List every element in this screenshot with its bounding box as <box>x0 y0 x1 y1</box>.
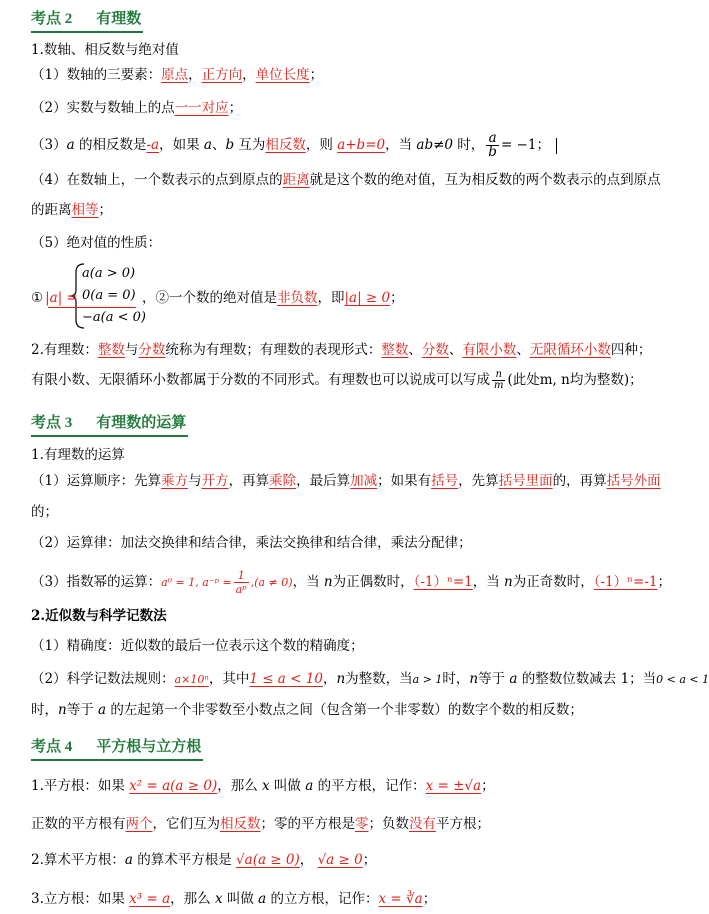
paragraph-line: 正数的平方根有两个，它们互为相反数；零的平方根是零；负数没有平方根； <box>31 816 490 832</box>
paragraph-line: 3.立方根：如果 x³ = a，那么 x 叫做 a 的立方根，记作：x = ∛a； <box>31 891 437 907</box>
text-cursor <box>556 138 557 154</box>
section-number: 考点 2 <box>31 11 73 27</box>
case-line: −a(a < 0) <box>82 310 146 325</box>
answer-fill: （-1）ⁿ=-1 <box>593 574 658 590</box>
subheading: 1.有理数的运算 <box>31 447 125 463</box>
answer-fill: 距离 <box>282 172 310 188</box>
answer-fill: 非负数 <box>277 290 318 306</box>
answer-fill: |a| ≥ 0 <box>344 290 391 306</box>
answer-fill: 一一对应 <box>174 100 229 116</box>
section-number: 考点 4 <box>31 739 73 755</box>
paragraph-line: 2.算术平方根：a 的算术平方根是 √a(a ≥ 0)， √a ≥ 0； <box>31 852 377 868</box>
paragraph-line: 有限小数、无限循环小数都属于分数的不同形式。有理数也可以说成可以写成 $\frac{n}{m}$ (此处m, n均为整数)； <box>31 369 643 391</box>
paragraph-line: （1）运算顺序：先算乘方与开方，再算乘除，最后算加减；如果有括号，先算括号里面的，再算括号外面 <box>31 473 661 489</box>
paragraph-line: （3）指数幂的运算：a⁰ = 1, a⁻ᵖ = $\frac{1}{\text{aᵖ}}$ ,(a ≠ 0)，当 n为正偶数时，（-1）ⁿ=1，当 n为正奇数时，（-1）ⁿ=-1； <box>31 569 671 596</box>
paragraph-line: 的距离相等； <box>31 202 112 218</box>
answer-fill: √a(a ≥ 0) <box>236 852 300 868</box>
section-title-4 <box>31 737 201 757</box>
answer-fill: 没有 <box>409 816 436 832</box>
answer-fill: 括号 <box>431 473 459 489</box>
answer-fill: 无限循环小数 <box>529 342 611 358</box>
paragraph-line: （3）a 的相反数是-a，如果 a、b 互为相反数，则 a+b=0，当 ab≠0 时， $\frac{a}{b}$ = −1； <box>31 132 557 159</box>
answer-fill: a+b=0 <box>337 137 386 153</box>
answer-fill: 相反数 <box>220 816 261 832</box>
paragraph-line: （1）数轴的三要素：原点，正方向，单位长度； <box>31 67 324 83</box>
fraction: $\frac{a}{b}$ <box>488 130 497 160</box>
answer-fill: 括号里面 <box>498 473 553 489</box>
answer-fill: 整数 <box>381 342 409 358</box>
answer-fill: 整数 <box>97 342 125 358</box>
answer-fill: -a <box>146 137 160 153</box>
paragraph-line: （2）实数与数轴上的点一一对应； <box>31 100 243 116</box>
answer-fill: x² = a(a ≥ 0) <box>129 778 218 794</box>
subheading: 2.近似数与科学记数法 <box>31 608 167 624</box>
answer-fill: 加减 <box>350 473 378 489</box>
answer-fill: （-1）ⁿ=1 <box>413 574 473 590</box>
answer-fill: 相等 <box>71 202 99 218</box>
paragraph-line: ，②一个数的绝对值是非负数，即|a| ≥ 0； <box>142 290 404 306</box>
section-title-3 <box>31 413 186 433</box>
paragraph-line: 的； <box>31 504 58 520</box>
paragraph-line: （1）精确度：近似数的最后一位表示这个数的精确度； <box>31 638 364 654</box>
paragraph-line: ① |a| = <box>31 290 78 306</box>
fraction: $\frac{1}{\text{aᵖ}}$ <box>235 569 247 596</box>
paragraph-line: （2）运算律：加法交换律和结合律，乘法交换律和结合律，乘法分配律； <box>31 535 472 551</box>
formula: a⁰ = 1, a⁻ᵖ = <box>161 576 232 589</box>
answer-fill: 有限小数 <box>462 342 517 358</box>
answer-fill: x = ±√a <box>425 778 482 794</box>
section-heading: 有理数的运算 <box>96 415 187 431</box>
answer-fill: 1 ≤ a < 10 <box>249 671 323 687</box>
answer-fill: 单位长度 <box>255 67 310 83</box>
answer-fill: 乘除 <box>269 473 297 489</box>
answer-fill: 分数 <box>138 342 166 358</box>
subheading: 1.数轴、相反数与绝对值 <box>31 42 179 58</box>
fraction: $\frac{n}{m}$ <box>494 369 504 391</box>
answer-fill: √a ≥ 0 <box>317 852 363 868</box>
section-heading: 平方根与立方根 <box>96 739 202 755</box>
section-number: 考点 3 <box>31 415 73 431</box>
answer-fill: 分数 <box>421 342 449 358</box>
answer-fill: 正方向 <box>201 67 243 83</box>
paragraph-line: 2.有理数：整数与分数统称为有理数；有理数的表现形式：整数、分数、有限小数、无限循环小数四种； <box>31 342 652 358</box>
answer-fill: 括号外面 <box>606 473 661 489</box>
answer-fill: 两个 <box>125 816 153 832</box>
paragraph-line: （2）科学记数法规则：a×10ⁿ，其中1 ≤ a < 10，n为整数，当a > 1时，n等于 a 的整数位数减去 1；当0 < a < 1 <box>31 671 709 687</box>
answer-fill: x³ = a <box>129 891 171 907</box>
case-line: a(a > 0) <box>82 266 136 281</box>
answer-fill: a×10ⁿ <box>174 673 209 686</box>
answer-fill: 原点 <box>161 67 189 83</box>
section-heading: 有理数 <box>96 11 142 27</box>
answer-fill: x = ∛a <box>378 891 423 907</box>
paragraph-line: （4）在数轴上，一个数表示的点到原点的距离就是这个数的绝对值，互为相反数的两个数表示的点到原点 <box>31 172 661 188</box>
paragraph-line: （5）绝对值的性质： <box>31 235 162 251</box>
case-line: 0(a = 0) <box>82 288 136 303</box>
answer-fill: 相反数 <box>265 137 306 153</box>
section-title-2 <box>31 9 141 29</box>
answer-fill: 开方 <box>201 473 229 489</box>
answer-fill: 零 <box>355 816 369 832</box>
answer-fill: 乘方 <box>161 473 189 489</box>
paragraph-line: 1.平方根：如果 x² = a(a ≥ 0)，那么 x 叫做 a 的平方根，记作：x = ±√a； <box>31 778 495 794</box>
paragraph-line: 时，n等于 a 的左起第一个非零数至小数点之间（包含第一个非零数）的数字个数的相反数； <box>31 702 583 718</box>
